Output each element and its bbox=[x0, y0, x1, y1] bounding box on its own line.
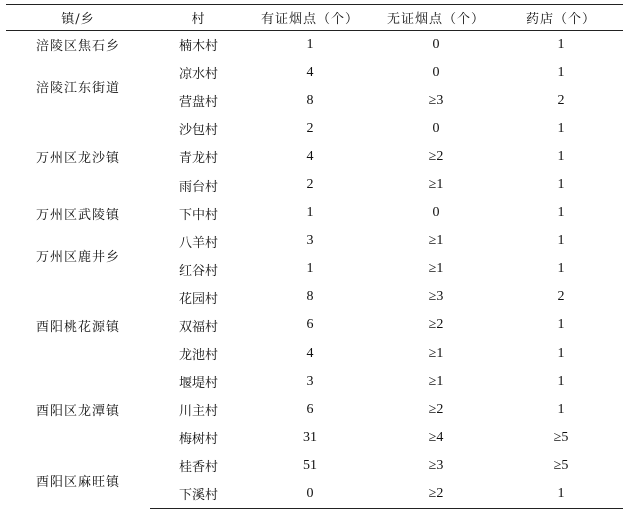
pharmacy-count-cell: ≥5 bbox=[553, 429, 569, 445]
pharmacy-count-cell: 1 bbox=[557, 177, 565, 193]
unlicensed-count-cell: ≥2 bbox=[373, 480, 499, 508]
village-cell: 桂香村 bbox=[178, 460, 218, 476]
header-pharmacy: 药店（个） bbox=[499, 5, 623, 31]
licensed-count-cell: 8 bbox=[306, 92, 314, 108]
licensed-count-cell: 8 bbox=[306, 289, 314, 305]
pharmacy-count-cell: 1 bbox=[557, 120, 565, 136]
unlicensed-count-cell: ≥1 bbox=[428, 233, 444, 249]
pharmacy-count-cell: 1 bbox=[557, 233, 565, 249]
pharmacy-count-cell: 2 bbox=[557, 92, 565, 108]
town-cell: 万州区龙沙镇 bbox=[35, 151, 120, 167]
unlicensed-count-cell: 0 bbox=[432, 36, 440, 52]
licensed-count-cell: 0 bbox=[247, 480, 373, 508]
licensed-count-cell: 31 bbox=[303, 429, 317, 445]
table-row bbox=[6, 283, 623, 311]
table-row bbox=[6, 452, 623, 480]
header-row bbox=[6, 5, 623, 31]
unlicensed-count-cell: ≥1 bbox=[428, 177, 444, 193]
table-row bbox=[6, 31, 623, 59]
pharmacy-count-cell: 1 bbox=[557, 345, 565, 361]
village-cell: 下中村 bbox=[178, 207, 218, 223]
village-cell: 沙包村 bbox=[178, 123, 218, 139]
unlicensed-count-cell: ≥2 bbox=[428, 401, 444, 417]
pharmacy-count-cell: 1 bbox=[557, 64, 565, 80]
unlicensed-count-cell: ≥1 bbox=[428, 261, 444, 277]
unlicensed-count-cell: ≥3 bbox=[428, 92, 444, 108]
licensed-count-cell: 6 bbox=[306, 401, 314, 417]
table-row bbox=[6, 59, 623, 87]
town-cell: 万州区鹿井乡 bbox=[35, 249, 120, 265]
header-licensed: 有证烟点（个） bbox=[247, 5, 373, 31]
header-town: 镇/乡 bbox=[6, 5, 150, 31]
pharmacy-count-cell: 1 bbox=[557, 261, 565, 277]
licensed-count-cell: 3 bbox=[306, 373, 314, 389]
pharmacy-count-cell: 1 bbox=[557, 401, 565, 417]
village-cell: 龙池村 bbox=[178, 348, 218, 364]
pharmacy-count-cell: 1 bbox=[557, 148, 565, 164]
village-cell: 花园村 bbox=[178, 291, 218, 307]
unlicensed-count-cell: ≥3 bbox=[428, 289, 444, 305]
unlicensed-count-cell: 0 bbox=[432, 120, 440, 136]
pharmacy-count-cell: 2 bbox=[557, 289, 565, 305]
town-cell: 酉阳区麻旺镇 bbox=[35, 474, 120, 490]
licensed-count-cell: 2 bbox=[306, 177, 314, 193]
pharmacy-count-cell: 1 bbox=[557, 205, 565, 221]
town-cell: 涪陵江东街道 bbox=[35, 81, 120, 97]
table-row bbox=[6, 227, 623, 255]
village-cell: 红谷村 bbox=[178, 263, 218, 279]
unlicensed-count-cell: 0 bbox=[432, 205, 440, 221]
unlicensed-count-cell: ≥2 bbox=[428, 317, 444, 333]
pharmacy-count-cell: 1 bbox=[557, 36, 565, 52]
licensed-count-cell: 3 bbox=[306, 233, 314, 249]
village-cell: 青龙村 bbox=[178, 151, 218, 167]
pharmacy-count-cell: 1 bbox=[557, 317, 565, 333]
table-header bbox=[6, 5, 623, 31]
table-body bbox=[6, 31, 623, 509]
unlicensed-count-cell: ≥2 bbox=[428, 148, 444, 164]
licensed-count-cell: 1 bbox=[306, 205, 314, 221]
village-cell: 梅树村 bbox=[178, 432, 218, 448]
unlicensed-count-cell: 0 bbox=[432, 64, 440, 80]
table-row bbox=[6, 368, 623, 396]
pharmacy-count-cell: ≥5 bbox=[553, 457, 569, 473]
village-cell: 八羊村 bbox=[178, 235, 218, 251]
pharmacy-count-cell: 1 bbox=[499, 480, 623, 508]
unlicensed-count-cell: ≥4 bbox=[428, 429, 444, 445]
table-row bbox=[6, 199, 623, 227]
header-unlicensed: 无证烟点（个） bbox=[373, 5, 499, 31]
unlicensed-count-cell: ≥1 bbox=[428, 345, 444, 361]
table-row bbox=[6, 115, 623, 143]
licensed-count-cell: 4 bbox=[306, 64, 314, 80]
village-cell: 下溪村 bbox=[150, 480, 247, 508]
village-cell: 营盘村 bbox=[178, 95, 218, 111]
unlicensed-count-cell: ≥1 bbox=[428, 373, 444, 389]
survey-table bbox=[6, 4, 623, 509]
town-cell: 酉阳桃花源镇 bbox=[35, 319, 120, 335]
licensed-count-cell: 1 bbox=[306, 261, 314, 277]
village-cell: 双福村 bbox=[178, 319, 218, 335]
unlicensed-count-cell: ≥3 bbox=[428, 457, 444, 473]
licensed-count-cell: 4 bbox=[306, 345, 314, 361]
header-village: 村 bbox=[150, 5, 247, 31]
village-cell: 堰堤村 bbox=[178, 376, 218, 392]
village-cell: 凉水村 bbox=[178, 67, 218, 83]
village-cell: 雨台村 bbox=[178, 179, 218, 195]
licensed-count-cell: 51 bbox=[303, 457, 317, 473]
licensed-count-cell: 4 bbox=[306, 148, 314, 164]
licensed-count-cell: 6 bbox=[306, 317, 314, 333]
town-cell: 万州区武陵镇 bbox=[35, 207, 120, 223]
village-cell: 川主村 bbox=[178, 404, 218, 420]
pharmacy-count-cell: 1 bbox=[557, 373, 565, 389]
village-cell: 楠木村 bbox=[178, 39, 218, 55]
town-cell: 涪陵区焦石乡 bbox=[35, 39, 120, 55]
town-cell: 酉阳区龙潭镇 bbox=[35, 404, 120, 420]
licensed-count-cell: 1 bbox=[306, 36, 314, 52]
licensed-count-cell: 2 bbox=[306, 120, 314, 136]
